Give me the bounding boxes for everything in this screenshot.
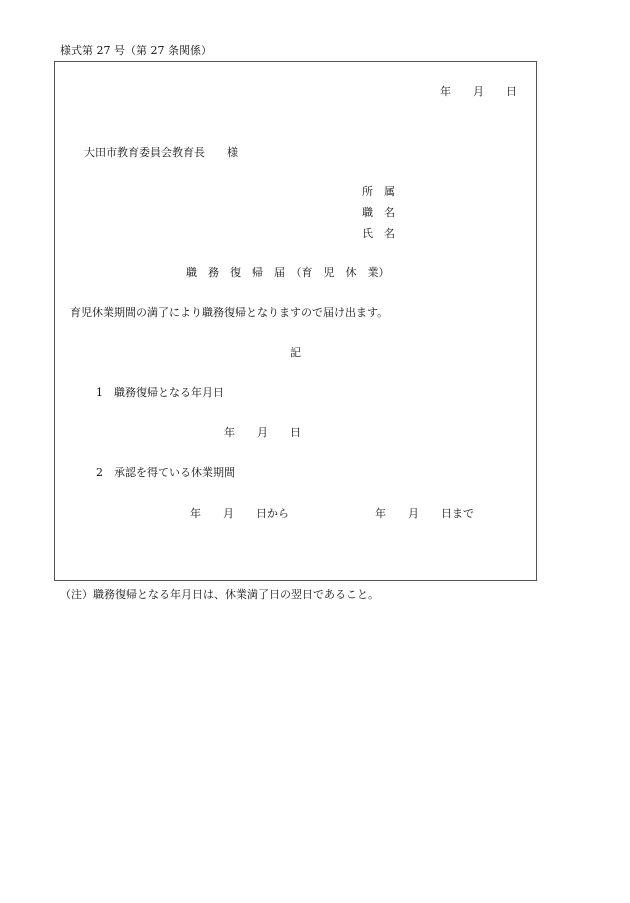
position-label: 職 名 [362, 206, 395, 219]
item2-from: 年 月 日から [190, 507, 289, 520]
affiliation-label: 所 属 [362, 185, 395, 198]
name-label: 氏 名 [362, 227, 395, 240]
form-box [54, 61, 537, 581]
ki-heading: 記 [290, 346, 301, 359]
item2-label: 2 承認を得ている休業期間 [96, 466, 235, 479]
statement: 育児休業期間の満了により職務復帰となりますので届け出ます。 [70, 306, 389, 319]
item2-to: 年 月 日まで [375, 507, 474, 520]
form-title: 職 務 復 帰 届 （育 児 休 業） [186, 266, 390, 279]
item1-date: 年 月 日 [224, 426, 301, 439]
form-number: 様式第 27 号（第 27 条関係） [60, 44, 212, 57]
addressee: 大田市教育委員会教育長 様 [84, 146, 238, 159]
footnote: （注）職務復帰となる年月日は、休業満了日の翌日であること。 [60, 588, 379, 601]
item1-label: 1 職務復帰となる年月日 [96, 386, 224, 399]
date-line: 年 月 日 [440, 85, 517, 98]
